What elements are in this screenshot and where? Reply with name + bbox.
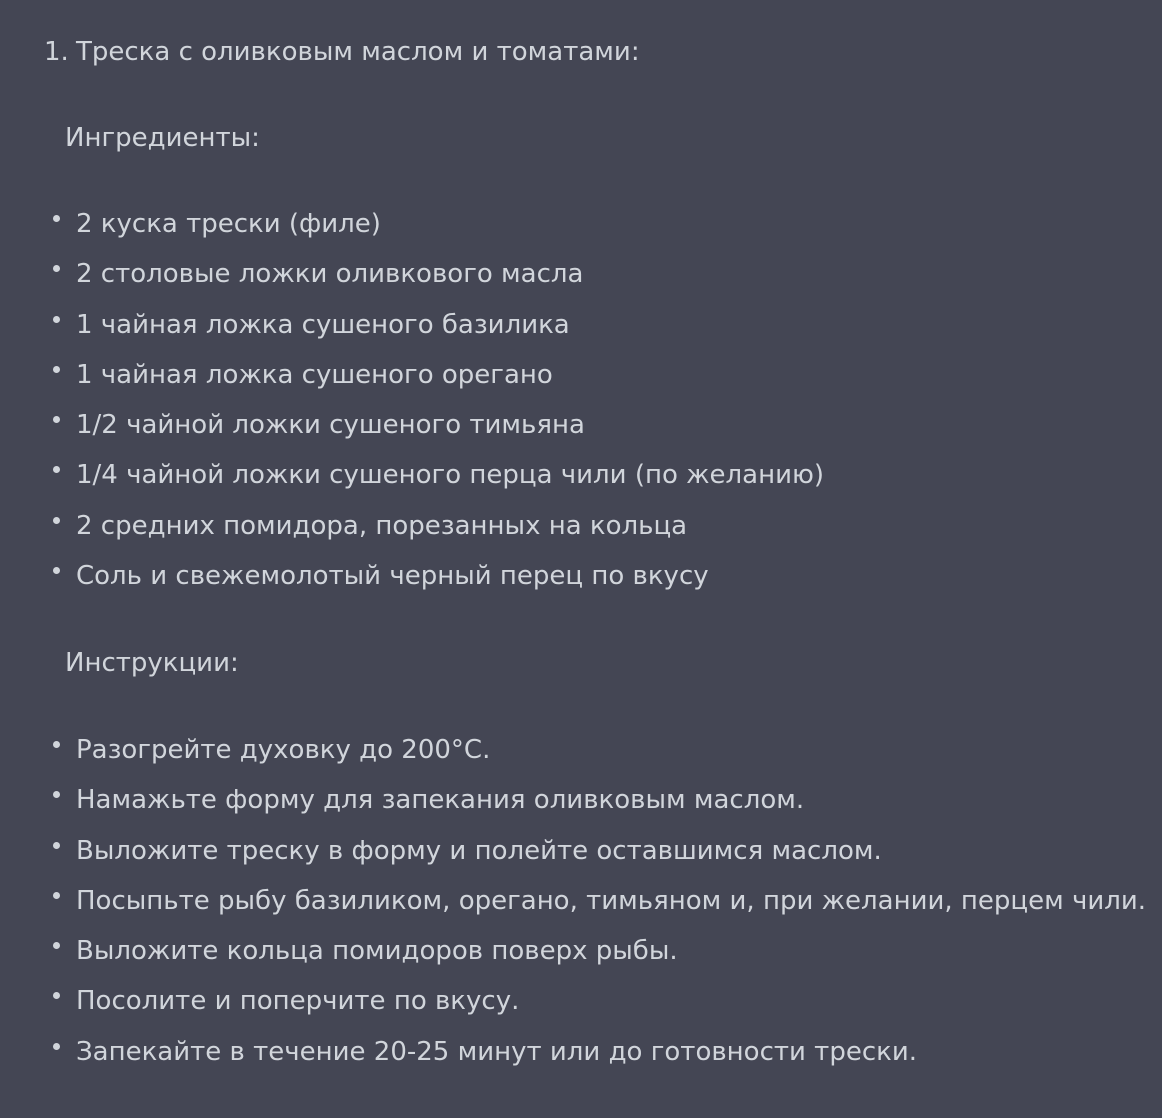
ingredients-label: Ингредиенты: — [65, 123, 260, 153]
instruction-text: Посыпьте рыбу базиликом, орегано, тимьяном и, при желании, перцем чили. — [76, 885, 1147, 916]
ingredient-text: Соль и свежемолотый черный перец по вкусу — [76, 561, 709, 592]
bullet-icon — [53, 517, 60, 524]
bullet-icon — [53, 416, 60, 423]
ingredient-text: 1/2 чайной ложки сушеного тимьяна — [76, 410, 585, 441]
instruction-text: Выложите треску в форму и полейте оставшимся маслом. — [76, 835, 882, 866]
bullet-icon — [53, 567, 60, 574]
bullet-icon — [53, 1043, 60, 1050]
list-number: 1. — [44, 37, 69, 67]
instruction-text: Выложите кольца помидоров поверх рыбы. — [76, 936, 678, 967]
ingredient-text: 1 чайная ложка сушеного базилика — [76, 309, 570, 340]
bullet-icon — [53, 316, 60, 323]
bullet-icon — [53, 892, 60, 899]
instruction-text: Запекайте в течение 20-25 минут или до готовности трески. — [76, 1036, 917, 1067]
bullet-icon — [53, 842, 60, 849]
recipe-heading — [44, 32, 640, 72]
ingredient-text: 2 средних помидора, порезанных на кольца — [76, 510, 688, 541]
ingredient-text: 1 чайная ложка сушеного орегано — [76, 359, 553, 390]
instructions-label: Инструкции: — [65, 648, 239, 678]
bullet-icon — [53, 992, 60, 999]
ingredient-text: 2 столовые ложки оливкового масла — [76, 259, 584, 290]
instruction-text: Посолите и поперчите по вкусу. — [76, 986, 520, 1017]
ingredient-text: 1/4 чайной ложки сушеного перца чили (по желанию) — [76, 460, 825, 491]
bullet-icon — [53, 366, 60, 373]
ingredient-text: 2 куска трески (филе) — [76, 209, 381, 239]
bullet-icon — [53, 741, 60, 748]
bullet-icon — [53, 265, 60, 272]
recipe-title: Треска с оливковым маслом и томатами: — [76, 37, 640, 67]
bullet-icon — [53, 466, 60, 473]
instruction-text: Разогрейте духовку до 200°C. — [76, 735, 491, 765]
bullet-icon — [53, 215, 60, 222]
instruction-text: Намажьте форму для запекания оливковым маслом. — [76, 785, 805, 816]
bullet-icon — [53, 942, 60, 949]
bullet-icon — [53, 791, 60, 798]
